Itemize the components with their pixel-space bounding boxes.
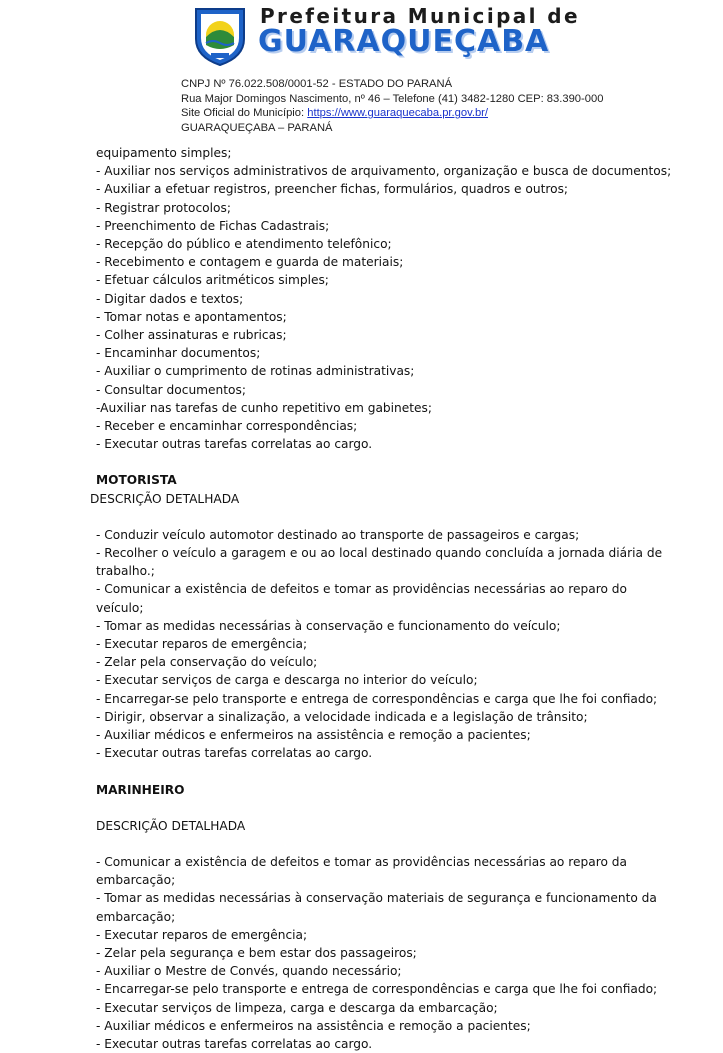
site-link[interactable]: https://www.guaraquecaba.pr.gov.br/: [307, 107, 488, 120]
brand-top-text: Prefeitura Municipal de: [260, 4, 580, 28]
motorista-list: [96, 526, 666, 763]
list-item: - Auxiliar o cumprimento de rotinas administrativas;: [96, 364, 415, 379]
list-item: - Zelar pela segurança e bem estar dos passageiros;: [96, 945, 417, 960]
document-body: [90, 144, 672, 1053]
motorista-title: MOTORISTA: [96, 473, 177, 488]
site-line: [181, 106, 603, 121]
list-item: - Executar reparos de emergência;: [96, 637, 308, 652]
city-line: GUARAQUEÇABA – PARANÁ: [181, 121, 333, 134]
list-item: - Zelar pela conservação do veículo;: [96, 655, 318, 670]
address-line: Rua Major Domingos Nascimento, nº 46 – Telefone (41) 3482-1280 CEP: 83.390-000: [181, 92, 604, 105]
list-item: - Auxiliar médicos e enfermeiros na assistência e remoção a pacientes;: [96, 1018, 531, 1033]
list-item: - Recepção do público e atendimento telefônico;: [96, 237, 392, 252]
list-item: - Tomar notas e apontamentos;: [96, 309, 287, 324]
list-item: - Dirigir, observar a sinalização, a velocidade indicada e a legislação de trânsito;: [96, 709, 588, 724]
site-label: Site Oficial do Município:: [181, 107, 308, 120]
municipal-crest-icon: [192, 5, 248, 67]
list-item: - Registrar protocolos;: [96, 200, 231, 215]
brand-name-text: GUARAQUEÇABA: [258, 24, 550, 59]
list-item: -Auxiliar nas tarefas de cunho repetitivo em gabinetes;: [96, 400, 432, 415]
list-item: - Consultar documentos;: [96, 382, 246, 397]
list-item: - Auxiliar o Mestre de Convés, quando necessário;: [96, 964, 402, 979]
list-item: - Comunicar a existência de defeitos e tomar as providências necessárias ao reparo da embarcação;: [96, 854, 627, 888]
list-item: - Executar outras tarefas correlatas ao cargo.: [96, 746, 373, 761]
list-item: - Auxiliar nos serviços administrativos de arquivamento, organização e busca de documentos;: [96, 164, 672, 179]
marinheiro-subtitle: DESCRIÇÃO DETALHADA: [96, 818, 246, 833]
list-item: - Recolher o veículo a garagem e ou ao local destinado quando concluída a jornada diária de trabalho.;: [96, 546, 663, 579]
list-item: - Auxiliar médicos e enfermeiros na assistência e remoção a pacientes;: [96, 728, 531, 743]
marinheiro-title: MARINHEIRO: [96, 782, 185, 797]
list-item: - Receber e encaminhar correspondências;: [96, 419, 358, 434]
list-item: - Tomar as medidas necessárias à conservação e funcionamento do veículo;: [96, 618, 561, 633]
cnpj-line: CNPJ Nº 76.022.508/0001-52 - ESTADO DO PARANÁ: [181, 78, 453, 90]
list-item: - Executar reparos de emergência;: [96, 927, 308, 942]
list-item: - Executar serviços de limpeza, carga e descarga da embarcação;: [96, 1000, 498, 1015]
list-item: - Encaminhar documentos;: [96, 346, 261, 361]
list-item: - Recebimento e contagem e guarda de materiais;: [96, 255, 404, 270]
intro-list: [96, 144, 672, 453]
list-item: - Encarregar-se pelo transporte e entrega de correspondências e carga que lhe foi confiado;: [96, 691, 658, 706]
letterhead: [0, 0, 723, 140]
list-item: - Preenchimento de Fichas Cadastrais;: [96, 218, 330, 233]
list-item: - Encarregar-se pelo transporte e entrega de correspondências e carga que lhe foi confiado;: [96, 982, 658, 997]
header-info: [181, 77, 603, 135]
list-item: - Executar outras tarefas correlatas ao cargo.: [96, 1036, 373, 1051]
list-item: - Tomar as medidas necessárias à conservação materiais de segurança e funcionamento da embarcação;: [96, 891, 657, 924]
marinheiro-list: [96, 853, 666, 1053]
list-item: - Conduzir veículo automotor destinado ao transporte de passageiros e cargas;: [96, 527, 580, 542]
list-item: - Executar outras tarefas correlatas ao cargo.: [96, 437, 373, 452]
list-item: - Auxiliar a efetuar registros, preencher fichas, formulários, quadros e outros;: [96, 182, 569, 197]
list-item: - Executar serviços de carga e descarga no interior do veículo;: [96, 673, 478, 688]
motorista-subtitle: DESCRIÇÃO DETALHADA: [90, 491, 240, 506]
list-item: equipamento simples;: [96, 146, 232, 160]
list-item: - Digitar dados e textos;: [96, 291, 244, 306]
list-item: - Efetuar cálculos aritméticos simples;: [96, 273, 329, 288]
list-item: - Comunicar a existência de defeitos e tomar as providências necessárias ao reparo do veículo;: [96, 582, 627, 615]
list-item: - Colher assinaturas e rubricas;: [96, 328, 287, 343]
